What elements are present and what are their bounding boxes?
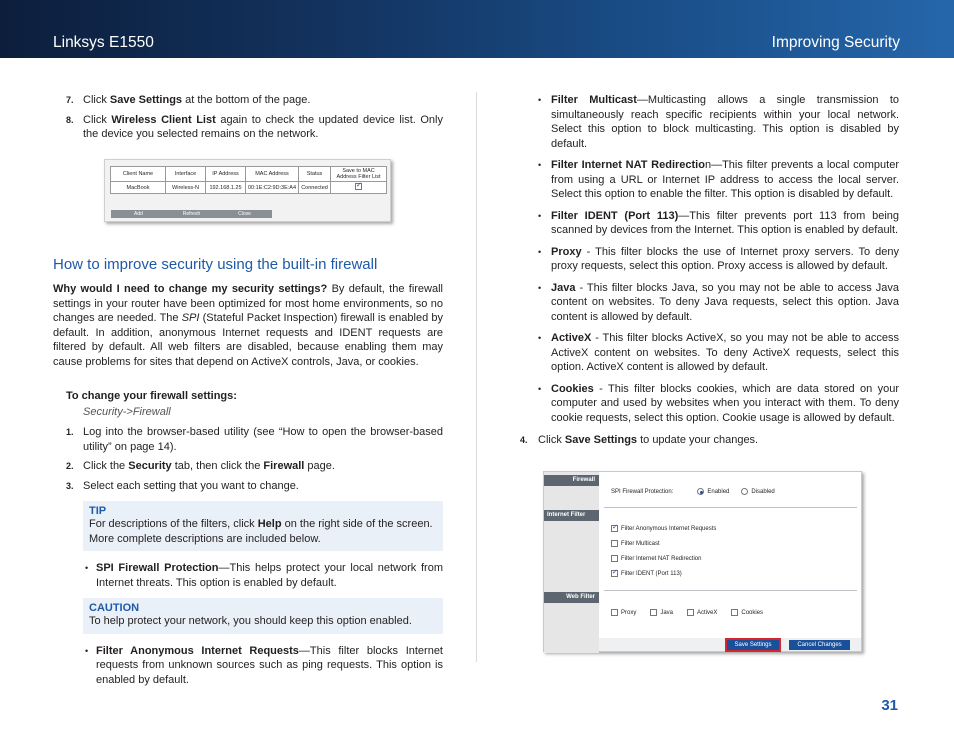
filter-ident-checkbox[interactable] — [611, 570, 618, 577]
table-row: MacBook Wireless-N 192.168.1.25 00:1E:C2:9D:3E:A4 Connected ✓ — [111, 182, 387, 194]
section-title: Improving Security — [771, 34, 900, 51]
close-button[interactable]: Close — [217, 210, 272, 218]
procedure-title: To change your firewall settings: — [66, 390, 237, 402]
cookies-checkbox[interactable] — [731, 609, 738, 616]
add-button[interactable]: Add — [111, 210, 166, 218]
menu-path: Security->Firewall — [83, 405, 171, 418]
tip-box: TIP For descriptions of the filters, click Help on the right side of the screen. More complete descriptions are included below. — [83, 501, 443, 551]
step-2: 2. Click the Security tab, then click the Firewall page. — [66, 460, 335, 472]
spi-enabled-radio[interactable] — [697, 488, 704, 495]
left-column-top — [53, 93, 443, 147]
page-number: 31 — [881, 697, 898, 714]
proxy-checkbox[interactable] — [611, 609, 618, 616]
column-header: Interface — [166, 167, 206, 182]
filter-ident-row: ✓ Filter IDENT (Port 113) — [611, 570, 682, 577]
filter-nat-checkbox[interactable] — [611, 555, 618, 562]
filter-anonymous-checkbox[interactable] — [611, 525, 618, 532]
table-header-row — [111, 167, 387, 182]
right-column — [520, 93, 899, 453]
procedure-section — [53, 389, 443, 693]
filter-anonymous-row: ✓ Filter Anonymous Internet Requests — [611, 525, 716, 532]
filter-nat-row: Filter Internet NAT Redirection — [611, 555, 701, 562]
save-settings-button[interactable]: Save Settings — [727, 640, 779, 650]
step-1: 1. Log into the browser-based utility (see “How to open the browser-based utility” on page 14). — [66, 426, 443, 453]
divider — [604, 590, 857, 591]
column-header: Save to MAC Address Filter List — [331, 167, 387, 182]
step-4: 4. Click Save Settings to update your changes. — [520, 434, 759, 446]
bullet-spi: • SPI Firewall Protection—This helps protect your local network from Internet threats. This option is enabled by default. — [85, 562, 443, 589]
bullet-cookies: • Cookies - This filter blocks cookies, which are data stored on your computer and used by websites when you interact with them. To deny cookie requests, select this option. Cookie usage is allowed by default. — [538, 382, 899, 424]
internet-filter-section-label: Internet Filter — [544, 510, 599, 521]
bullet-multicast: • Filter Multicast—Multicasting allows a single transmission to simultaneously reach specific recipients within your local network. Select this option to block multicasting. This option is disabled by default. — [538, 94, 899, 150]
bullet-anonymous: • Filter Anonymous Internet Requests—This filter blocks Internet requests from unknown sources such as ping requests. This option is enabled by default. — [85, 644, 443, 686]
spi-disabled-radio[interactable] — [741, 488, 748, 495]
intro-paragraph: Why would I need to change my security settings? By default, the firewall settings in your router have been optimized for most home environments, so no changes are needed. The SPI (Stateful Packet Inspection) firewall is enabled by default. In addition, anonymous Internet requests and IDENT requests are filtered by default. All web filters are disabled, because enabling them may cause problems for sites that depend on ActiveX controls, Java, or cookies. — [53, 283, 443, 368]
caution-label: CAUTION — [89, 602, 140, 614]
column-header: Status — [299, 167, 331, 182]
column-divider — [476, 92, 477, 662]
bullet-nat: • Filter Internet NAT Redirection—This filter prevents a local computer from using a URL or Internet IP address to access the local server. Select this option to enable the filter. This option is disabled by default. — [538, 159, 900, 200]
section-heading: How to improve security using the built-in firewall — [53, 256, 378, 273]
firewall-settings-screenshot — [543, 471, 862, 652]
settings-sidebar — [544, 472, 599, 653]
column-header: Client Name — [111, 167, 166, 182]
divider — [604, 507, 857, 508]
refresh-button[interactable]: Refresh — [164, 210, 219, 218]
bullet-proxy: • Proxy - This filter blocks the use of Internet proxy servers. To deny proxy requests, select this option. Proxy access is allowed by default. — [538, 245, 899, 272]
product-name: Linksys E1550 — [53, 34, 154, 51]
bullet-java: • Java - This filter blocks Java, so you may not be able to access Java content on websites. To deny Java requests, select this option. Java content is allowed by default. — [538, 281, 899, 323]
bullet-ident: • Filter IDENT (Port 113)—This filter prevents port 113 from being scanned by devices from the Internet. This option is enabled by default. — [538, 209, 899, 236]
cancel-changes-button[interactable]: Cancel Changes — [789, 640, 850, 650]
java-checkbox[interactable] — [650, 609, 657, 616]
wireless-client-list-screenshot — [104, 159, 391, 222]
caution-box: CAUTION To help protect your network, you should keep this option enabled. — [83, 598, 443, 634]
column-header: IP Address — [206, 167, 246, 182]
filter-multicast-row: Filter Multicast — [611, 540, 660, 547]
web-filter-row: Proxy Java ActiveX Cookies — [611, 609, 763, 616]
page-header — [0, 0, 954, 58]
column-header: MAC Address — [246, 167, 299, 182]
firewall-section-label: Firewall — [544, 475, 599, 486]
spi-label: SPI Firewall Protection: — [611, 488, 674, 495]
step-3: 3. Select each setting that you want to change. — [66, 479, 299, 492]
web-filter-section-label: Web Filter — [544, 592, 599, 603]
activex-checkbox[interactable] — [687, 609, 694, 616]
client-table — [110, 166, 387, 194]
spi-row: SPI Firewall Protection: Enabled Disabled — [611, 488, 775, 495]
step-7: 7. Click Save Settings at the bottom of the page. — [66, 94, 311, 106]
step-8: 8. Click Wireless Client List again to check the updated device list. Only the device you selected remains on the network. — [66, 113, 443, 140]
save-to-filter-checkbox[interactable] — [355, 183, 362, 190]
tip-label: TIP — [89, 505, 107, 517]
bullet-activex: • ActiveX - This filter blocks ActiveX, so you may not be able to access ActiveX content on websites. To deny ActiveX requests, select this option. ActiveX content is allowed by default. — [538, 332, 899, 373]
filter-multicast-checkbox[interactable] — [611, 540, 618, 547]
